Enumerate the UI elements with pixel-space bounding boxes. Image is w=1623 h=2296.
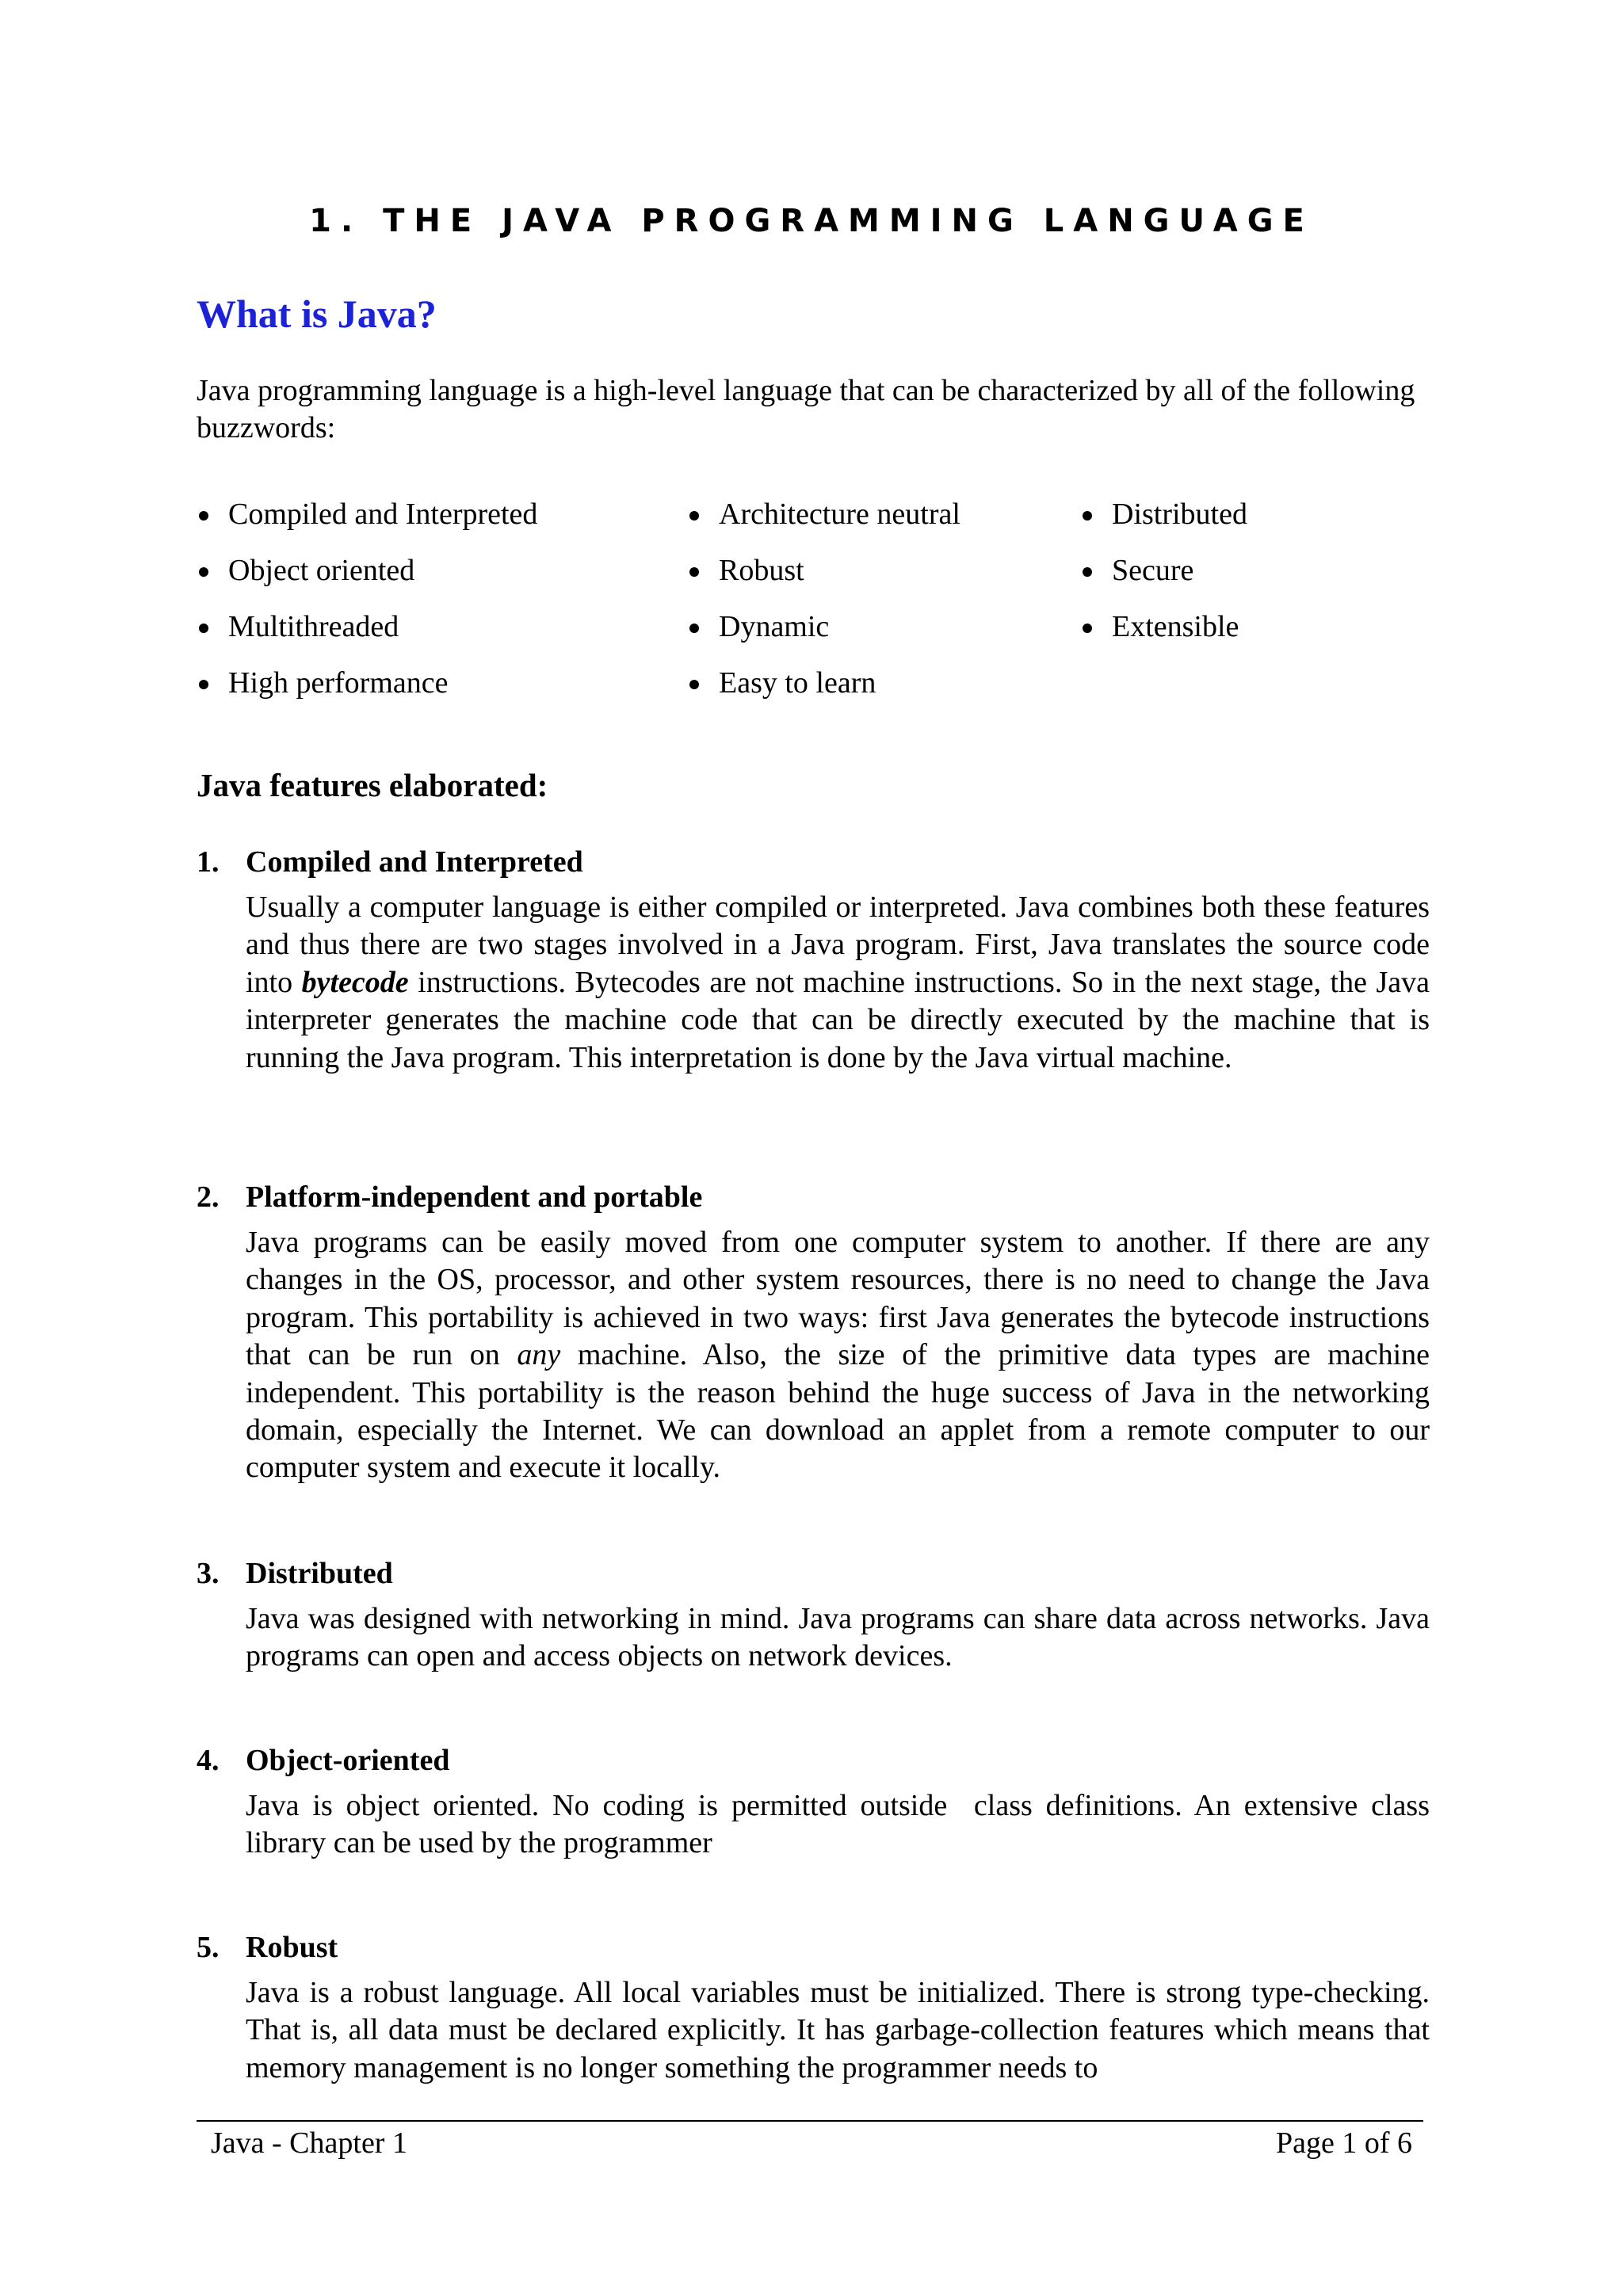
section-heading: What is Java?	[197, 292, 437, 336]
feature-body: Java is a robust language. All local variables must be initialized. There is strong type-checking. That is, all data must be declared explicitly. It has garbage-collection features which means that memory management is no longer something the programmer needs to	[246, 1976, 1430, 2084]
list-item: Dynamic	[688, 599, 960, 655]
list-item: Architecture neutral	[688, 486, 960, 543]
list-item: Robust	[688, 543, 960, 599]
feature-object-oriented	[197, 1741, 1438, 1863]
list-item: Object oriented	[197, 543, 537, 599]
feature-distributed	[197, 1554, 1430, 1676]
feature-body: Java was designed with networking in mind. Java programs can share data across networks. Java programs can open and access objects on network devices.	[246, 1602, 1430, 1673]
feature-title: Robust	[246, 1931, 338, 1964]
feature-body-text: Usually a computer language is either compiled or interpreted. Java combines both these features and thus there are two stages involved in a Java program. First, Java translates the source code into	[246, 891, 1430, 999]
footer-page-number: Page 1 of 6	[1275, 2126, 1412, 2160]
any-emphasis: any	[517, 1338, 561, 1372]
feature-heading	[197, 1178, 1430, 1216]
feature-body	[246, 1224, 1430, 1487]
feature-number: 1.	[197, 845, 220, 879]
feature-heading	[197, 1741, 1430, 1779]
feature-body-text: instructions. Bytecodes are not machine instructions. So in the next stage, the Java interpreter generates the machine code that can be directly executed by the machine that is running the Java program. This interpretation is done by the Java virtual machine.	[246, 965, 1430, 1074]
features-heading: Java features elaborated:	[197, 767, 548, 803]
feature-number: 2.	[197, 1180, 220, 1214]
feature-number: 5.	[197, 1931, 220, 1964]
list-item: Easy to learn	[688, 655, 960, 711]
feature-title: Object-oriented	[246, 1744, 450, 1777]
feature-heading	[197, 1554, 1430, 1592]
feature-body: Java is object oriented. No coding is permitted outside class definitions. An extensive class library can be used by the programmer	[246, 1789, 1438, 1860]
intro-paragraph: Java programming language is a high-level language that can be characterized by all of the following buzzwords:	[197, 374, 1415, 444]
list-item: Distributed	[1081, 486, 1247, 543]
feature-body-text: machine. Also, the size of the primitive data types are machine independent. This portability is the reason behind the huge success of Java in the networking domain, especially the Internet. We can download an applet from a remote computer to our computer system and execute it locally.	[246, 1338, 1430, 1485]
feature-heading	[197, 843, 1430, 881]
feature-title: Compiled and Interpreted	[246, 845, 583, 879]
footer-divider	[197, 2120, 1423, 2122]
feature-compiled-interpreted	[197, 843, 1430, 1077]
feature-title: Platform-independent and portable	[246, 1180, 703, 1214]
chapter-title: 1. THE JAVA PROGRAMMING LANGUAGE	[309, 203, 1314, 239]
bytecode-emphasis: bytecode	[301, 965, 409, 999]
buzzword-list-column-1	[197, 486, 537, 711]
list-item: Secure	[1081, 543, 1247, 599]
list-item: Multithreaded	[197, 599, 537, 655]
list-item: Extensible	[1081, 599, 1247, 655]
feature-robust	[197, 1928, 1430, 2087]
feature-number: 4.	[197, 1744, 220, 1777]
buzzword-list-column-2	[688, 486, 960, 711]
buzzword-list-column-3	[1081, 486, 1247, 655]
feature-body	[246, 889, 1430, 1077]
feature-title: Distributed	[246, 1557, 393, 1590]
list-item: High performance	[197, 655, 537, 711]
feature-number: 3.	[197, 1557, 220, 1590]
footer-chapter-label: Java - Chapter 1	[211, 2126, 407, 2160]
list-item: Compiled and Interpreted	[197, 486, 537, 543]
feature-platform-independent	[197, 1178, 1430, 1487]
feature-heading	[197, 1928, 1430, 1966]
feature-body-text: Java programs can be easily moved from one computer system to another. If there are any changes in the OS, processor, and other system resources, there is no need to change the Java program. This portability is achieved in two ways: first Java generates the bytecode instructions that can be run on	[246, 1226, 1430, 1372]
